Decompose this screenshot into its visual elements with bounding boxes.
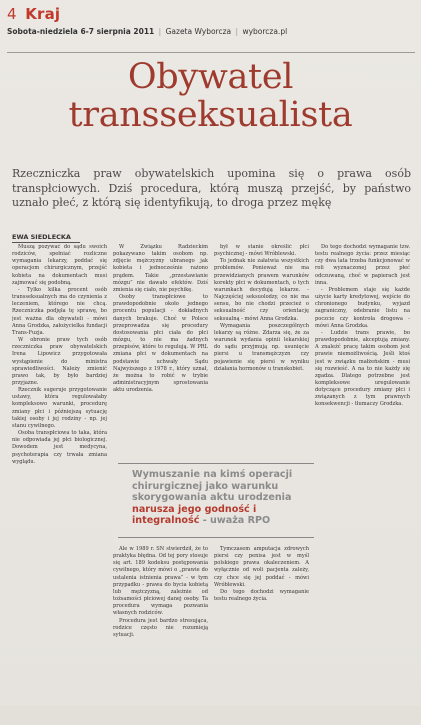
paragraph: To jednak nie załatwia wszystkich problemów. Ponieważ nie ma przewidzianych prawem warunków korekty płci w dokumentach, o tych warunkach decydują lekarze. - Najczęściej seksuolodzy, co nie ma sensu, bo nie chodzi przecież o seksualność czy orientację seksualną - mówi Anna Grodzka. [214,258,309,322]
paper-name: Gazeta Wyborcza [165,27,232,36]
separator: | [158,27,162,36]
paragraph: Do tego dochodzi wymaganie testu realnego życia. [214,588,309,603]
paragraph: Tymczasem amputacja zdrowych piersi czy penisa jest w myśl polskiego prawa okaleczeniem. A wyłącznie od woli pacjenta zależy, czy chce się jej poddać - mówi Wróblewski. [214,546,309,588]
separator: | [235,27,239,36]
paragraph: - Problemem staje się każde użycie karty kredytowej, wejście do chronionego budynku, wyjazd zagraniczny, odebranie listu na poczcie czy kontrola drogowa - mówi Anna Grodzka. [315,286,410,329]
paragraph: W obronie praw tych osób rzeczniczka praw obywatelskich Irena Lipowicz przygotowała wystąpienie do ministra sprawiedliwości. Należy zmienić prawo tak, by było bardziej przyjazne. [12,337,107,386]
pullquote [118,463,314,538]
pullquote-attribution: - uważa RPO [202,515,271,527]
text-column-1 [12,244,107,706]
paragraph: Ale w 1989 r. SN stwierdził, że to praktyka błędna. Od tej pory stosuje się art. 189 kodeksu postępowania cywilnego, który mówi o „prawie do ustalenia istnienia prawa” - w tym przypadku - prawa do bycia kobietą lub mężczyzną, zależnie od tożsamości płciowej danej osoby. Ta procedura wymaga pozwania własnych rodziców. [113,546,208,617]
paragraph: Osoba transpłciowa to taka, która nie odpowiada jej płci biologicznej. Dowodem jest medycyna, psychoterapia czy trwała zmiana wyglądu. [12,430,107,465]
article-headline [0,58,421,134]
text-column-4 [315,244,410,706]
text-column-2-lower [113,546,208,706]
paragraph: Osoby transpłciowe to prawdopodobnie około jednego procentu populacji - dokładnych danych brakuje. Choć w Polsce przeprowadza się procedury dostosowania płci ciała do płci mózgu, to nie ma żadnych przepisów, które to regulują. W PRL zmiana płci w dokumentach na podstawie uchwały Sądu Najwyższego z 1978 r., który uznał, że można to robić w trybie administracyjnym sprostowania aktu urodzenia. [113,294,208,394]
paragraph: Muszą pozywać do sądu swoich rodziców, spełniać rozliczne wymagania lekarzy, poddać się operacjom chirurgicznym, przejść kobieta na dokumentach musi zajmować się podobną. [12,244,107,286]
paragraph: był w stanie określić płci psychicznej - mówi Wróblewski. [214,244,309,258]
headline-line-1: Obywatel [127,57,294,97]
paragraph: W Związku Radzieckim pokazywano takim osobom np. zdjęcie mężczyzny ubranego jak kobieta i jednocześnie rażono prądem. Takie „przestawianie mózgu” nie dawało efektów. Dziś zmienia się ciało, nie psychikę. [113,244,208,293]
pullquote-text: Wymuszanie na kimś operacji chirurgicznej jako warunku skorygowania aktu urodzenia [132,469,293,504]
site-name: wyborcza.pl [242,27,288,36]
paragraph: - Ludzie trans prawie, bo prawdopodobnie, akceptują zmiany. A znaleźć pracę takim osobom jest prawie niemożliwością. Jeśli ktoś jest w związku małżeńskim - musi się rozwieść. A na to nie każdy się zgadza. Dlatego potrzebne jest kompleksowe uregulowanie dotyczące procedury zmiany płci i związanych z tym prawnych konsekwencji - tłumaczy Grodzka. [315,329,410,408]
headline-line-2: transseksualista [68,95,353,135]
byline-rule [12,242,80,243]
page-header [7,5,417,36]
paragraph: Procedura jest bardzo stresująca, rodzice często nie rozumieją sytuacji. [113,617,208,638]
pullquote-box [113,455,315,543]
page-bottom-margin [0,706,421,725]
section-name: Kraj [25,5,61,23]
header-rule [7,52,415,53]
paragraph: Rzecznik sugeruje przygotowanie ustawy, która regulowałaby kompleksowo warunki, procedurę zmiany płci i późniejszą sytuację takiej osoby i jej rodziny - np. jej stanu cywilnego. [12,387,107,429]
paragraph: - Tylko kilka procent osób transseksualnych ma do czynienia z leczeniem, którego nie chcą. Rzeczniczka podjęła tę sprawę, bo jest ważna dla obywateli - mówi Anna Grodzka, założycielka fundacji Trans-Fuzja. [12,286,107,336]
text-column-3-lower [214,546,309,706]
page-number: 4 [7,5,17,23]
dateline [7,27,287,36]
paragraph: Wymagania poszczególnych lekarzy są różne. Zdarza się, że za warunek wydania opinii lekarskiej do sądu przyjmują np. usunięcie piersi u transmężczyzn czy pojawienie się piersi w wyniku działania hormonów u transkobiet. [214,322,309,372]
text-column-3 [214,244,309,452]
paragraph: Do tego dochodzi wymaganie tzw. testu realnego życia: przez miesiąc czy dwa lata trzeba funkcjonować w roli wyznaczonej przez płeć odczuwaną, choć w papierach jest inna. [315,244,410,286]
article-lead: Rzeczniczka praw obywatelskich upomina się o prawa osób transpłciowych. Dziś procedura, którą muszą przejść, by państwo uznało płeć, z którą się identyfikują, to droga przez mękę [12,167,411,209]
text-column-2 [113,244,208,452]
issue-date: Sobota-niedziela 6-7 sierpnia 2011 [7,27,155,36]
pullquote-highlight: narusza jego godność i integralność [132,503,257,527]
section-label [7,5,417,23]
byline: EWA SIEDLECKA [12,233,71,241]
